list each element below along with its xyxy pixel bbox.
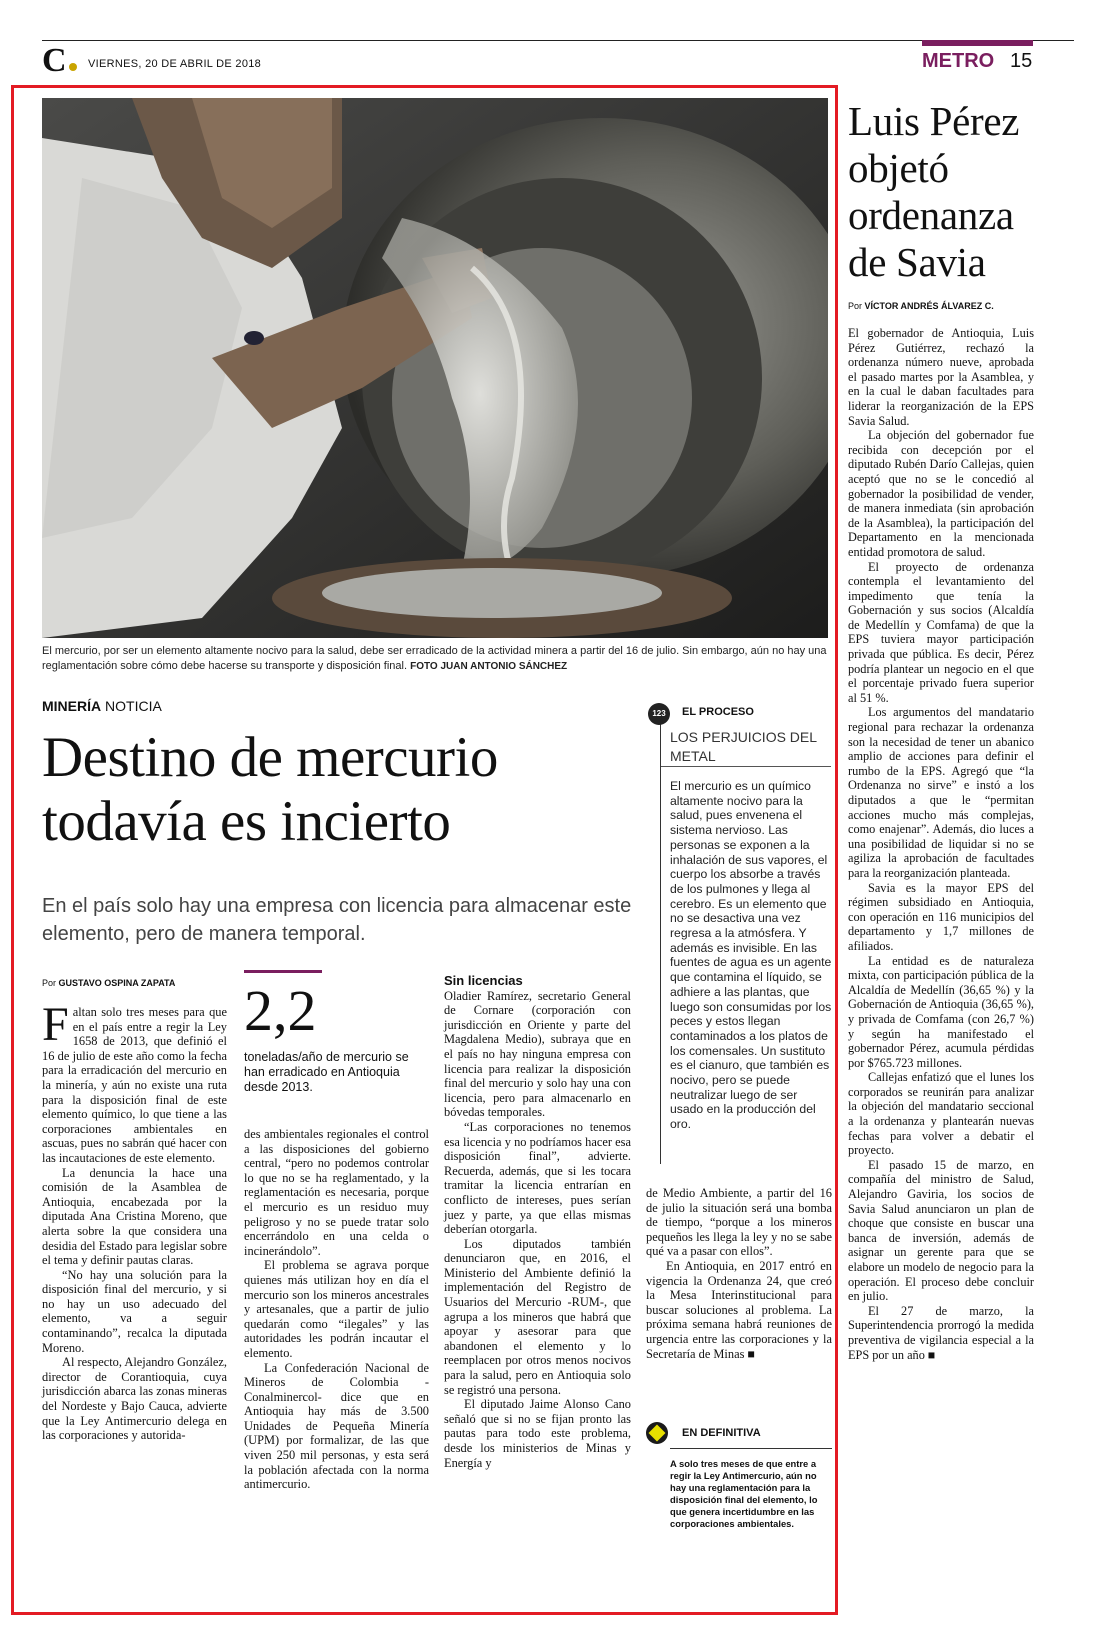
section-bar [922, 40, 1033, 46]
article-column-4: de Medio Ambiente, a partir del 16 de julio la situación será una bomba de tiempo, “porque a los mineros pequeños les llega la ley y no se sabe qué va a pasar con ellos”. En Antioquia, en 2017 entró en vigencia la Ordenanza 24, que creó la Mesa Interinstitucional para buscar soluciones al problema. La próxima semana habrá reuniones de urgencia entre las corporaciones y la Secretaría de Minas ■ [646, 1186, 832, 1361]
article-byline: Por GUSTAVO OSPINA ZAPATA [42, 978, 176, 988]
side-article-byline: Por VÍCTOR ANDRÉS ÁLVAREZ C. [848, 301, 994, 311]
side-article-body: El gobernador de Antioquia, Luis Pérez Gutiérrez, rechazó la ordenanza número nueve, aprobada el pasado martes por la Asamblea, y en la cual le daban facultades para liderar la reorganización de la EPS Savia Salud. La objeción del gobernador fue recibida con decepción por el diputado Rubén Darío Callejas, quien aceptó que no se le concedió al gobernador la posibilidad de vender, de manera inmediata (sin aprobación de la Asamblea), la participación del Departamento en la mencionada entidad promotora de salud. El proyecto de ordenanza contempla el levantamiento del impedimento que tenía la Gobernación y sus socios (Alcaldía de Medellín y Comfama) de que la EPS tuviera mayor participación privada que pública. Es decir, Pérez podría plantear un negocio en el que el porcentaje privado fuera superior al 51 %. Los argumentos del mandatario regional para rechazar la ordenanza son la necesidad de tener un abanico amplio de acciones para definir el rumbo de la EPS. Agregó que “la Ordenanza no sirve” e instó a los diputados a que le “permitan acciones mucho más complejas, como enajenar”. Además, dio luces a una posibilidad de liquidar si no se agiliza la aprobación de facultades para la reorganización planteada. Savia es la mayor EPS del régimen subsidiado en Antioquia, con operación en 116 municipios del departamento y 1,7 millones de afiliados. La entidad es de naturaleza mixta, con participación pública de la Alcaldía de Medellín (36,65 %) y la Gobernación de Antioquia (36,65 %), y privada de Comfama (con 26,7 %) y según ha manifestado el gobernador Pérez, acumula pérdidas por $765.723 millones. Callejas enfatizó que el lunes los corporados se reunirán para analizar la objeción del mandatario seccional a la ordenanza y plantearán nuevas fechas para volver a debatir el proyecto. El pasado 15 de marzo, en compañía del ministro de Salud, Alejandro Gaviria, los socios de Savia Salud anunciaron un plan de choque que consiste en buscar una banca de inversión, además de asignar un gerente para que se elabore un modelo de negocio para la operación. El proceso debe concluir en julio. El 27 de marzo, la Superintendencia prorrogó la medida preventiva de vigilancia especial a la EPS por un año ■ [848, 326, 1034, 1362]
header-rule [42, 40, 1074, 41]
side-article-headline: Luis Pérez objetó ordenanza de Savia [848, 98, 1020, 285]
stat-rule [244, 970, 322, 973]
subheading: Sin licencias [444, 973, 523, 988]
photo-caption: El mercurio, por ser un elemento altamente nocivo para la salud, debe ser erradicado de la actividad minera a partir del 16 de julio. Sin embargo, aún no hay una reglamentación sobre cómo debe hacerse su transporte y disposición final. FOTO JUAN ANTONIO SÁNCHEZ [42, 645, 827, 672]
article-headline: Destino de mercurio todavía es incierto [42, 726, 498, 853]
article-deck: En el país solo hay una empresa con licencia para almacenar este elemento, pero de manera temporal. [42, 895, 632, 945]
sidebar-subtitle: LOS PERJUICIOS DEL METAL [670, 729, 817, 764]
photo-credit: FOTO JUAN ANTONIO SÁNCHEZ [410, 661, 568, 672]
article-column-1: Faltan solo tres meses para que en el país entre a regir la Ley 1658 de 2013, que definió el 16 de julio de este año como la fecha para la erradicación del mercurio en la minería, y aún no existe una ruta para la disposición final de este elemento químico, lo que tiene a las corporaciones ambientales en ascuas, pues no sabrán qué hacer con las incautaciones de este elemento. La denuncia la hace una comisión de la Asamblea de Antioquia, encabezada por la diputada Ana Cristina Moreno, que alerta sobre la que considera una desidia del Estado para legislar sobre el tema y definir pautas claras. “No hay una solución para la disposición final del mercurio, y si no hay un uso adecuado del elemento, va a seguir contaminando”, recalca la diputada Moreno. Al respecto, Alejandro González, director de Corantioquia, cuya jurisdicción abarca las zonas mineras del Nordeste y Bajo Cauca, advierte que la Ley Antimercurio delega en las corporaciones y autorida- [42, 998, 227, 1443]
sidebar-title: EL PROCESO [682, 706, 754, 718]
summary-icon [646, 1422, 668, 1444]
summary-body: A solo tres meses de que entre a regir la Ley Antimercurio, aún no hay una reglamentación para la disposición final del elemento, lo que genera incertidumbre en las corporaciones ambientales. [670, 1458, 818, 1529]
newspaper-logo: C [42, 43, 77, 79]
main-photo [42, 98, 828, 638]
article-kicker: MINERÍA NOTICIA [42, 698, 162, 714]
issue-date: VIERNES, 20 DE ABRIL DE 2018 [88, 58, 262, 70]
stat-number: 2,2 [244, 978, 317, 1043]
summary-divider [670, 1448, 832, 1449]
sidebar-rule [660, 718, 661, 1164]
process-icon: 123 [648, 703, 670, 725]
mercury-pouring-photo-icon [42, 98, 828, 638]
page-number: 15 [1010, 50, 1033, 72]
summary-title: EN DEFINITIVA [682, 1427, 761, 1439]
stat-description: toneladas/año de mercurio se han erradicado en Antioquia desde 2013. [244, 1050, 409, 1094]
sidebar-divider [661, 766, 831, 767]
drop-cap: F [42, 998, 69, 1051]
section-name: METRO [922, 50, 995, 72]
sidebar-body: El mercurio es un químico altamente nocivo para la salud, pues envenena el sistema nervioso. Las personas se exponen a la inhalación de sus vapores, el cuerpo los absorbe a través de los pulmones y llega al cerebro. Es un elemento que no se desactiva una vez regresa a la atmósfera. Y además es invisible. En las fuentes de agua es un agente que contamina el líquido, se adhiere a las plantas, que luego son consumidas por los peces y estos llegan contaminados a los platos de los comensales. Un sustituto es el cianuro, que también es nocivo, pero se puede neutralizar luego de ser usado en la producción del oro. [670, 779, 832, 1132]
article-column-3: Sin licencias Oladier Ramírez, secretario General de Cornare (corporación con jurisdicción en Oriente y parte del Magdalena Medio), subraya que en el país no hay ninguna empresa con licencia para realizar la disposición final del mercurio y solo hay una con licencia, pero para almacenarlo en bóvedas temporales. “Las corporaciones no tenemos esa licencia y no podríamos hacer esa disposición final”, advierte. Recuerda, además, que si les tocara tramitar la licencia entrarían en conflicto de intereses, pues serían juez y parte, ya que ellas mismas deberían otorgarla. Los diputados también denunciaron que, en 2016, el Ministerio del Ambiente definió la implementación del Registro de Usuarios del Mercurio -RUM-, que agrupa a los mineros que habrá que apoyar y asesorar para que abandonen el elemento y lo reemplacen por otros menos nocivos para la salud, pero en Antioquia solo se registró una persona. El diputado Jaime Alonso Cano señaló que si no se fijan pronto las pautas para todo este problema, desde los ministerios de Minas y Energía y [444, 973, 631, 1470]
article-column-2: des ambientales regionales el control a las disposiciones del gobierno central, “pero no podemos controlar lo que no se ha reglamentado, y la reglamentación es necesaria, porque el mercurio es un residuo muy peligroso y no se puede tratar solo encerrándolo en una celda o incinerándolo”. El problema se agrava porque quienes más utilizan hoy en día el mercurio son los mineros ancestrales y artesanales, que a partir de julio quedarán como “ilegales” y las autoridades les podrán incautar el elemento. La Confederación Nacional de Mineros de Colombia -Conalminercol- dice que en Antioquia hay más de 3.500 Unidades de Pequeña Minería (UPM) por formalizar, de las que viven 250 mil personas, y esta será la población afectada con la norma antimercurio. [244, 1127, 429, 1492]
